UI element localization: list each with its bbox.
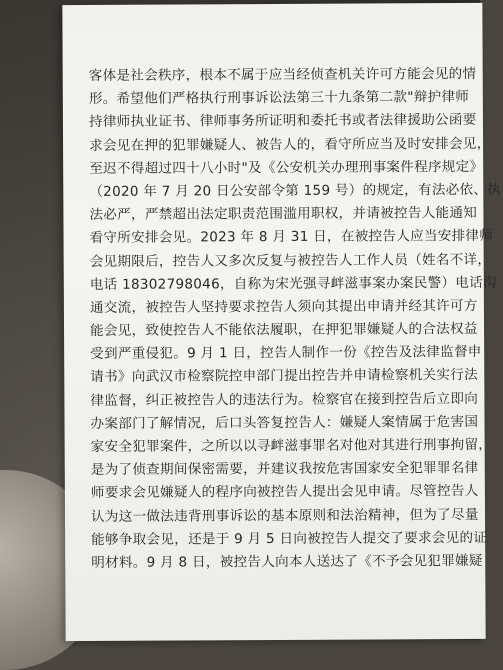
document-line: 是为了侦查期间保密需要，并建议我按危害国家安全犯罪罪名律	[90, 460, 479, 479]
document-body	[88, 63, 502, 575]
document-line: 认为这一做法违背刑事诉讼的基本原则和法治精神，但为了尽量	[90, 506, 479, 525]
document-line: 律监督，纠正被控告人的违法行为。检察官在接到控告后立即向	[90, 390, 479, 409]
document-line: 通交流，被控告人坚持要求控告人须向其提出申请并经其许可方	[89, 297, 478, 316]
document-line: 明材料。9 月 8 日，被控告人向本人送达了《不予会见犯罪嫌疑	[91, 552, 483, 571]
document-line: 持律师执业证书、律师事务所证明和委托书或者法律援助公函要	[88, 112, 477, 131]
document-line: 形。希望他们严格执行刑事诉讼法第三十九条第二款"辩护律师	[88, 89, 470, 108]
document-line: 办案部门了解情况，后口头答复控告人：嫌疑人案情属于危害国	[90, 413, 479, 432]
document-page	[62, 3, 502, 641]
document-line: （2020 年 7 月 20 日公安部令第 159 号）的规定，有法必依、执	[89, 181, 502, 200]
document-line: 家安全犯罪案件，之所以以寻衅滋事罪名对他对其进行刑事拘留，	[90, 436, 493, 455]
document-line: 能够争取会见，还是于 9 月 5 日向被控告人提交了要求会见的证	[91, 529, 488, 548]
document-line: 求会见在押的犯罪嫌疑人、被告人的，看守所应当及时安排会见，	[89, 135, 491, 154]
document-line: 看守所安排会见。2023 年 8 月 31 日，在被控告人应当安排律师	[89, 228, 494, 247]
document-line: 至迟不得超过四十八小时"及《公安机关办理刑事案件程序规定》	[89, 158, 484, 177]
document-line: 客体是社会秩序，根本不属于应当经侦查机关许可方能会见的情	[88, 65, 477, 84]
document-line: 会见期限后，控告人又多次反复与被控告人工作人员（姓名不详，	[89, 251, 492, 270]
document-line: 请书》向武汉市检察院控申部门提出控告并申请检察机关实行法	[90, 367, 478, 386]
document-line: 能会见，致使控告人不能依法履职，在押犯罪嫌疑人的合法权益	[90, 320, 478, 340]
document-line: 法必严，严禁超出法定职责范围滥用职权，并请被控告人能通知	[89, 205, 478, 224]
document-line: 受到严重侵犯。9 月 1 日，控告人制作一份《控告及法律监督申	[90, 344, 482, 363]
document-line: 师要求会见嫌疑人的程序向被控告人提出会见申请。尽管控告人	[90, 483, 479, 502]
document-line: 电话 18302798046，自称为宋光强寻衅滋事案办案民警）电话沟	[89, 274, 497, 293]
